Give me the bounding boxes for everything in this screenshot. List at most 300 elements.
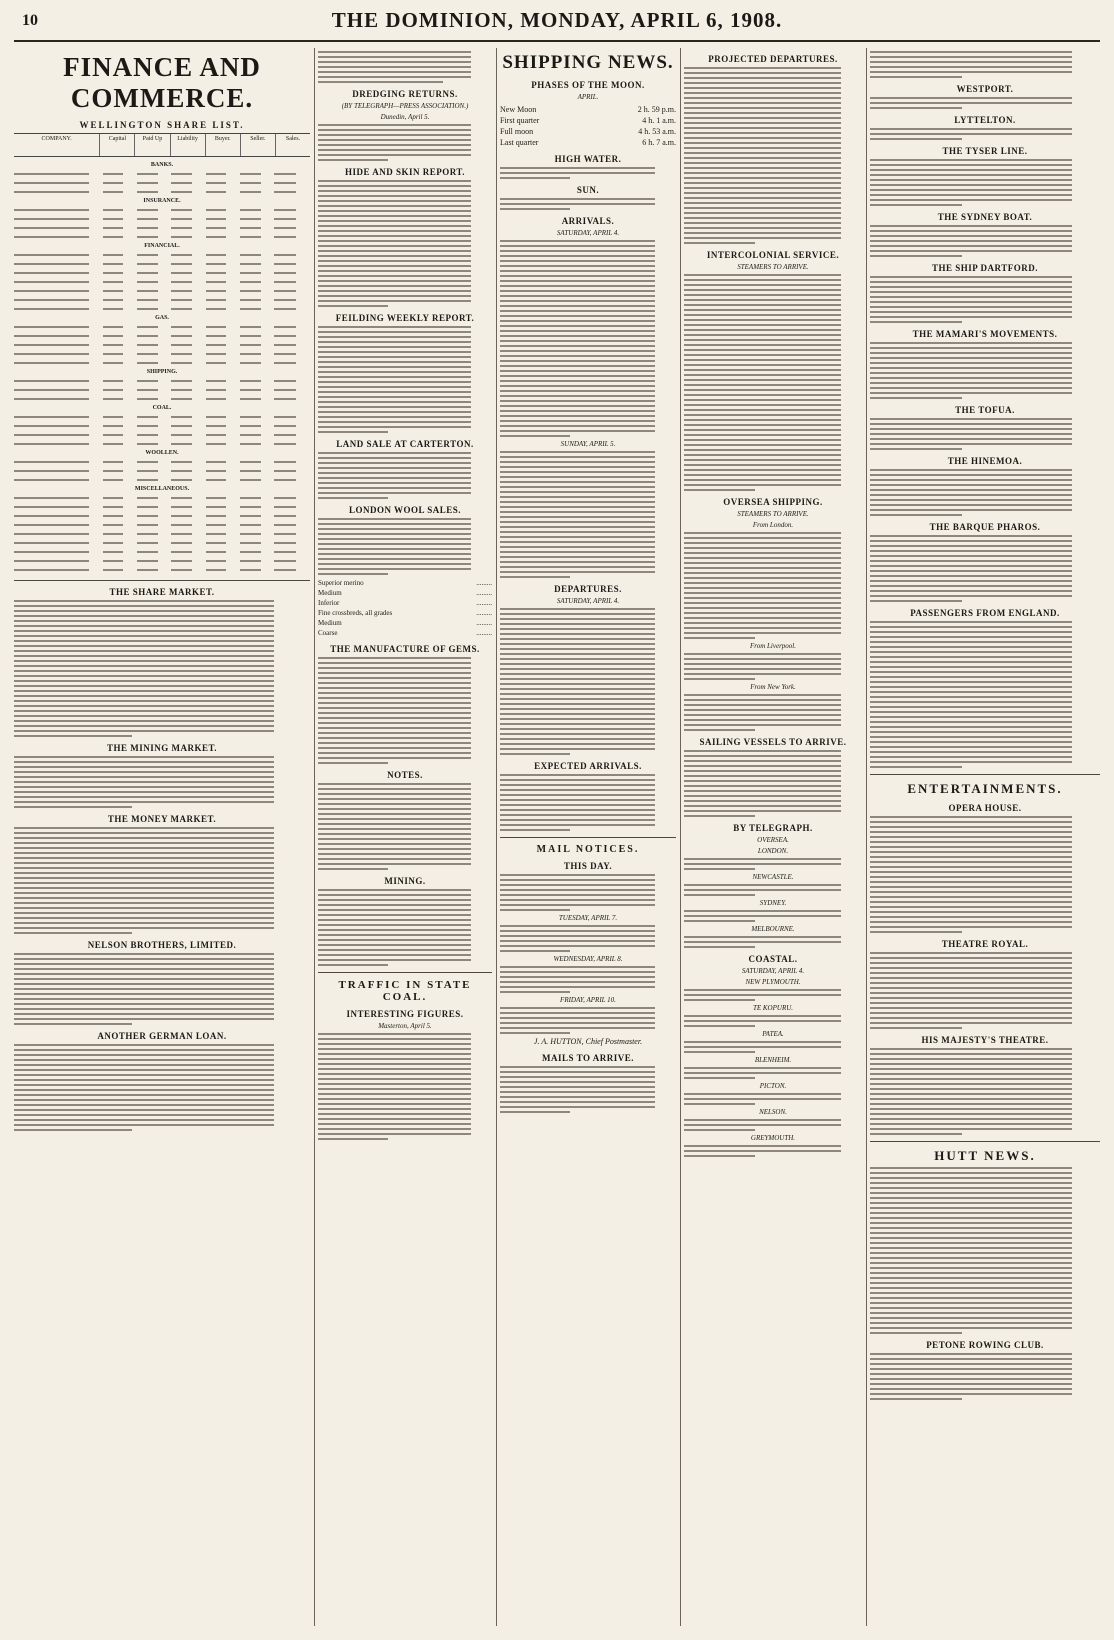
- text-line: [500, 1096, 655, 1098]
- text-line: [684, 97, 841, 99]
- text-line: [318, 762, 388, 764]
- text-line: [500, 315, 655, 317]
- text-line: [14, 665, 274, 667]
- text-line: [500, 809, 655, 811]
- wool-grade: Inferior: [318, 599, 340, 607]
- text-line: [318, 1078, 471, 1080]
- text-line: [14, 1064, 274, 1066]
- text-line: [14, 1079, 274, 1081]
- share-row: [14, 232, 310, 241]
- text-line: [318, 682, 471, 684]
- section-heading: THE HINEMOA.: [947, 456, 1023, 466]
- section-heading: HIGH WATER.: [554, 154, 622, 164]
- text-line: [318, 528, 471, 530]
- text-line: [500, 285, 655, 287]
- share-row: [14, 286, 310, 295]
- text-line: [500, 245, 655, 247]
- share-group-label: INSURANCE.: [143, 197, 181, 204]
- text-line: [684, 567, 841, 569]
- text-line: [14, 983, 274, 985]
- column-shipping: [500, 48, 676, 1626]
- section-heading: LYTTELTON.: [954, 115, 1016, 125]
- text-line: [14, 852, 274, 854]
- text-line: [684, 237, 841, 239]
- text-line: [870, 711, 1072, 713]
- text-line: [318, 833, 471, 835]
- text-line: [14, 827, 274, 829]
- text-line: [870, 479, 1072, 481]
- text-line: [14, 973, 274, 975]
- text-line: [500, 310, 655, 312]
- text-line: [318, 411, 471, 413]
- text-line: [684, 1072, 841, 1074]
- share-row: [14, 439, 310, 448]
- telegraph-subheading: OVERSEA.: [757, 836, 789, 844]
- text-line: [870, 997, 1072, 999]
- text-line: [318, 356, 471, 358]
- text-line: [318, 657, 471, 659]
- text-line: [684, 329, 841, 331]
- text-line: [318, 692, 471, 694]
- text-line: [870, 448, 962, 450]
- phases-month: APRIL.: [577, 93, 599, 101]
- text-line: [500, 320, 655, 322]
- text-line: [318, 225, 471, 227]
- masthead: [0, 0, 1114, 44]
- share-row: [14, 295, 310, 304]
- telegraph-place: SYDNEY.: [759, 899, 787, 907]
- text-line: [870, 250, 1072, 252]
- text-line: [684, 617, 841, 619]
- text-line: [870, 1207, 1072, 1209]
- text-line: [318, 210, 471, 212]
- text-line: [14, 887, 274, 889]
- wool-prices-list: Superior merino ......... Medium ......... Inferior ......... Fine crossbreds, all grades ......... Medium ......... Coarse .........: [318, 579, 492, 637]
- text-line: [500, 688, 655, 690]
- column-departures: [684, 48, 862, 1626]
- text-line: [870, 133, 1072, 135]
- text-line: [14, 1084, 274, 1086]
- column-rule: [680, 48, 681, 1626]
- share-header-company: COMPANY.: [41, 136, 72, 142]
- text-line: [14, 630, 274, 632]
- text-line: [500, 461, 655, 463]
- text-line: [318, 336, 471, 338]
- text-line: [870, 204, 962, 206]
- text-line: [870, 1277, 1072, 1279]
- text-line: [870, 1172, 1072, 1174]
- text-line: [870, 846, 1072, 848]
- text-line: [870, 1322, 1072, 1324]
- text-line: [870, 392, 1072, 394]
- text-line: [684, 479, 841, 481]
- share-row: [14, 358, 310, 367]
- text-line: [14, 963, 274, 965]
- text-line: [684, 557, 841, 559]
- text-line: [870, 621, 1072, 623]
- text-line: [870, 1267, 1072, 1269]
- text-line: [684, 349, 841, 351]
- text-line: [870, 97, 1072, 99]
- text-line: [870, 916, 1072, 918]
- text-line: [684, 334, 841, 336]
- share-row: [14, 556, 310, 565]
- text-line: [318, 757, 471, 759]
- text-line: [318, 538, 471, 540]
- text-line: [684, 1051, 755, 1053]
- section-heading: PROJECTED DEPARTURES.: [708, 54, 838, 64]
- text-line: [500, 794, 655, 796]
- text-line: [318, 523, 471, 525]
- text-line: [684, 1098, 841, 1100]
- text-line: [318, 899, 471, 901]
- intercolonial-subheading: STEAMERS TO ARRIVE.: [737, 263, 809, 271]
- traffic-title: TRAFFIC IN STATE COAL.: [338, 979, 472, 1003]
- text-line: [14, 695, 274, 697]
- moon-phase-time: 6 h. 7 a.m.: [642, 138, 676, 147]
- text-line: [684, 884, 841, 886]
- text-line: [14, 1094, 274, 1096]
- text-line: [500, 420, 655, 422]
- text-line: [684, 92, 841, 94]
- text-line: [684, 444, 841, 446]
- text-line: [870, 1083, 1072, 1085]
- coastal-date: SATURDAY, APRIL 4.: [741, 967, 805, 975]
- text-line: [870, 1287, 1072, 1289]
- section-heading: LAND SALE AT CARTERTON.: [336, 439, 474, 449]
- text-line: [14, 640, 274, 642]
- text-line: [500, 824, 655, 826]
- text-line: [14, 837, 274, 839]
- section-heading: SUN.: [576, 185, 600, 195]
- text-line: [870, 726, 1072, 728]
- text-line: [870, 636, 1072, 638]
- share-header-liability: Liability: [170, 134, 205, 156]
- text-line: [870, 255, 962, 257]
- text-line: [684, 309, 841, 311]
- column-rule: [496, 48, 497, 1626]
- text-line: [684, 946, 755, 948]
- text-line: [684, 227, 841, 229]
- text-line: [318, 904, 471, 906]
- text-line: [318, 180, 471, 182]
- text-line: [14, 927, 274, 929]
- text-line: [870, 321, 962, 323]
- coastal-place: PATEA.: [762, 1030, 784, 1038]
- text-line: [870, 816, 1072, 818]
- moon-phase-label: Last quarter: [500, 138, 539, 147]
- text-line: [500, 541, 655, 543]
- text-line: [318, 361, 471, 363]
- text-line: [870, 494, 1072, 496]
- postmaster-signature: J. A. HUTTON, Chief Postmaster.: [533, 1037, 643, 1046]
- text-line: [684, 694, 841, 696]
- text-line: [318, 702, 471, 704]
- text-line: [500, 991, 570, 993]
- section-heading: THE TOFUA.: [955, 405, 1015, 415]
- traffic-subtitle: INTERESTING FIGURES.: [346, 1009, 464, 1019]
- text-line: [14, 720, 274, 722]
- text-line: [318, 250, 471, 252]
- text-line: [500, 935, 655, 937]
- text-line: [870, 1182, 1072, 1184]
- text-line: [870, 387, 1072, 389]
- text-line: [318, 954, 471, 956]
- text-line: [318, 270, 471, 272]
- text-line: [870, 423, 1072, 425]
- text-line: [870, 570, 1072, 572]
- text-line: [318, 462, 471, 464]
- text-line: [318, 457, 471, 459]
- column-rule: [866, 48, 867, 1626]
- share-row: [14, 304, 310, 313]
- text-line: [318, 543, 471, 545]
- text-line: [500, 345, 655, 347]
- text-line: [684, 673, 841, 675]
- text-line: [870, 911, 1072, 913]
- text-line: [870, 235, 1072, 237]
- share-row: [14, 214, 310, 223]
- section-heading: SAILING VESSELS TO ARRIVE.: [699, 737, 847, 747]
- text-line: [870, 841, 1072, 843]
- text-line: [500, 571, 655, 573]
- text-line: [318, 477, 471, 479]
- text-line: [870, 646, 1072, 648]
- text-line: [318, 838, 471, 840]
- text-line: [870, 66, 1072, 68]
- text-line: [870, 1358, 1072, 1360]
- wool-grade: Medium: [318, 589, 342, 597]
- text-line: [684, 775, 841, 777]
- text-line: [870, 1227, 1072, 1229]
- text-line: [318, 416, 471, 418]
- text-line: [14, 832, 274, 834]
- text-line: [500, 481, 655, 483]
- text-line: [14, 605, 274, 607]
- text-line: [500, 1076, 655, 1078]
- text-line: [684, 760, 841, 762]
- text-line: [684, 454, 841, 456]
- text-line: [500, 698, 655, 700]
- text-line: [870, 1252, 1072, 1254]
- section-heading: THE SHIP DARTFORD.: [932, 263, 1038, 273]
- text-line: [14, 660, 274, 662]
- share-header-seller: Seller.: [240, 134, 275, 156]
- text-line: [870, 575, 1072, 577]
- text-line: [500, 748, 655, 750]
- text-line: [500, 940, 655, 942]
- text-line: [318, 351, 471, 353]
- text-line: [684, 714, 841, 716]
- text-line: [318, 240, 471, 242]
- text-line: [500, 203, 655, 205]
- text-line: [318, 159, 388, 161]
- text-line: [870, 1093, 1072, 1095]
- text-line: [14, 847, 274, 849]
- text-line: [870, 138, 962, 140]
- text-line: [500, 653, 655, 655]
- text-line: [318, 853, 471, 855]
- text-line: [684, 765, 841, 767]
- moon-phase-row: [500, 115, 676, 126]
- text-line: [318, 803, 471, 805]
- text-line: [684, 810, 841, 812]
- text-line: [318, 386, 471, 388]
- text-line: [870, 977, 1072, 979]
- text-line: [870, 1123, 1072, 1125]
- text-line: [318, 200, 471, 202]
- share-group-label: BANKS.: [150, 161, 174, 168]
- entertainment-venue: HIS MAJESTY'S THEATRE.: [921, 1035, 1049, 1045]
- text-line: [318, 381, 471, 383]
- text-line: [684, 162, 841, 164]
- text-line: [500, 723, 655, 725]
- moon-phase-time: 4 h. 53 a.m.: [638, 127, 676, 136]
- share-row: [14, 385, 310, 394]
- text-line: [684, 582, 841, 584]
- text-line: [684, 587, 841, 589]
- text-line: [870, 1272, 1072, 1274]
- text-line: [684, 532, 841, 534]
- text-line: [684, 719, 841, 721]
- section-heading: LONDON WOOL SALES.: [348, 505, 462, 515]
- section-heading: PASSENGERS FROM ENGLAND.: [910, 608, 1060, 618]
- text-line: [684, 217, 841, 219]
- text-line: [870, 661, 1072, 663]
- text-line: [318, 919, 471, 921]
- text-line: [318, 672, 471, 674]
- text-line: [870, 1317, 1072, 1319]
- text-line: [684, 668, 841, 670]
- text-line: [318, 747, 471, 749]
- text-line: [14, 786, 274, 788]
- text-line: [870, 61, 1072, 63]
- moon-phase-row: [500, 126, 676, 137]
- text-line: [318, 426, 471, 428]
- text-line: [870, 741, 1072, 743]
- text-line: [684, 152, 841, 154]
- text-line: [318, 944, 471, 946]
- text-line: [684, 137, 841, 139]
- text-line: [318, 558, 471, 560]
- text-line: [870, 716, 1072, 718]
- text-line: [870, 245, 1072, 247]
- share-row: [14, 223, 310, 232]
- text-line: [500, 909, 570, 911]
- text-line: [684, 399, 841, 401]
- text-line: [870, 1113, 1072, 1115]
- text-line: [318, 894, 471, 896]
- text-line: [684, 542, 841, 544]
- text-line: [870, 1368, 1072, 1370]
- entertainment-venue: OPERA HOUSE.: [948, 803, 1022, 813]
- text-line: [684, 1155, 755, 1157]
- text-line: [14, 1114, 274, 1116]
- text-line: [684, 637, 755, 639]
- mail-notices-body: [500, 874, 676, 1034]
- text-line: [500, 395, 655, 397]
- text-line: [14, 725, 274, 727]
- text-line: [14, 615, 274, 617]
- text-line: [684, 197, 841, 199]
- text-line: [684, 709, 841, 711]
- text-line: [870, 706, 1072, 708]
- text-line: [14, 735, 132, 737]
- text-line: [500, 576, 570, 578]
- text-line: [14, 761, 274, 763]
- share-header-capital: Capital: [99, 134, 134, 156]
- text-line: [684, 552, 841, 554]
- text-line: [318, 863, 471, 865]
- text-line: [684, 384, 841, 386]
- text-line: [318, 376, 471, 378]
- text-line: [14, 620, 274, 622]
- departures-body: [684, 54, 862, 1157]
- arrivals-sunday-date: SUNDAY, APRIL 5.: [560, 440, 616, 448]
- text-line: [684, 177, 841, 179]
- text-line: [318, 1118, 471, 1120]
- share-row: [14, 178, 310, 187]
- text-line: [870, 676, 1072, 678]
- text-line: [870, 1398, 962, 1400]
- text-line: [870, 906, 1072, 908]
- text-line: [684, 489, 755, 491]
- text-line: [870, 71, 1072, 73]
- text-line: [14, 953, 274, 955]
- text-line: [870, 761, 1072, 763]
- text-line: [870, 1222, 1072, 1224]
- text-line: [500, 370, 655, 372]
- text-line: [14, 600, 274, 602]
- text-line: [684, 429, 841, 431]
- text-line: [870, 164, 1072, 166]
- text-line: [14, 625, 274, 627]
- text-line: [684, 289, 841, 291]
- column-commerce: [318, 48, 492, 1626]
- section-heading: HIDE AND SKIN REPORT.: [344, 167, 466, 177]
- text-line: [318, 472, 471, 474]
- text-line: [870, 826, 1072, 828]
- text-line: [870, 1262, 1072, 1264]
- text-line: [870, 1167, 1072, 1169]
- text-line: [500, 340, 655, 342]
- text-line: [684, 232, 841, 234]
- text-line: [870, 896, 1072, 898]
- text-line: [14, 1044, 274, 1046]
- text-line: [684, 304, 841, 306]
- text-line: [318, 808, 471, 810]
- text-line: [870, 736, 1072, 738]
- text-line: [14, 867, 274, 869]
- text-line: [500, 884, 655, 886]
- text-line: [500, 804, 655, 806]
- text-line: [870, 443, 1072, 445]
- text-line: [870, 580, 1072, 582]
- text-line: [870, 585, 1072, 587]
- text-line: [870, 545, 1072, 547]
- text-line: [870, 1212, 1072, 1214]
- text-line: [500, 728, 655, 730]
- text-line: [684, 547, 841, 549]
- text-line: [318, 134, 471, 136]
- text-line: [500, 633, 655, 635]
- text-line: [870, 1393, 1072, 1395]
- text-line: [318, 431, 388, 433]
- text-line: [684, 344, 841, 346]
- text-line: [870, 1363, 1072, 1365]
- mails-to-arrive-body: [500, 1066, 676, 1113]
- text-line: [500, 496, 655, 498]
